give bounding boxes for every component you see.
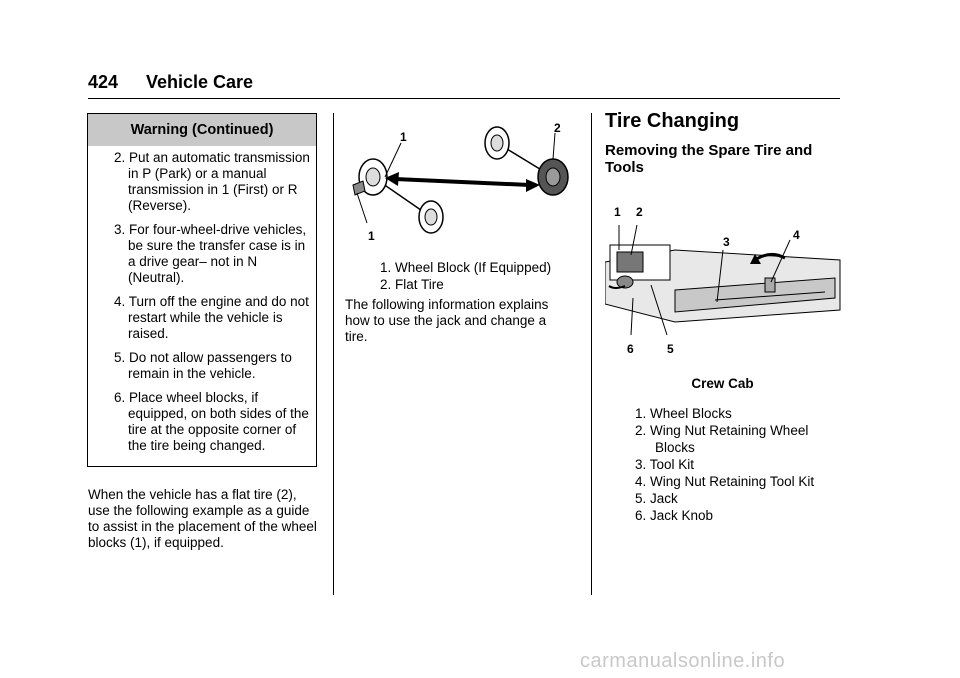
warning-title: Warning (Continued)	[88, 114, 316, 146]
legend-item: 1. Wheel Blocks	[635, 406, 732, 421]
subsection-title: Removing the Spare Tire and Tools	[605, 142, 813, 176]
wheel-figure-legend	[380, 259, 580, 293]
wheel-block-diagram	[345, 115, 575, 245]
warning-item: 6. Place wheel blocks, if equipped, on both sides of the tire at the opposite corner of the tire being changed.	[114, 390, 309, 453]
warning-box	[87, 113, 317, 467]
column-divider-left	[333, 113, 334, 595]
callout-tools-6: 6	[627, 342, 634, 356]
header-rule	[88, 98, 840, 99]
legend-item: 5. Jack	[635, 491, 678, 506]
callout-tools-1: 1	[614, 205, 621, 219]
callout-tools-5: 5	[667, 342, 674, 356]
column-divider-right	[591, 113, 592, 595]
warning-item: 3. For four-wheel-drive vehicles, be sure the transfer case is in a drive gear– not in N (Neutral).	[114, 222, 307, 285]
page-number: 424	[88, 72, 119, 92]
legend-item: 4. Wing Nut Retaining Tool Kit	[635, 474, 815, 489]
callout-1-bottom: 1	[368, 229, 375, 243]
legend-item: 3. Tool Kit	[635, 457, 695, 472]
callout-tools-2: 2	[636, 205, 643, 219]
legend-item: 2. Wing Nut Retaining Wheel Blocks	[635, 423, 809, 455]
warning-list	[88, 150, 316, 462]
flat-tire-paragraph: When the vehicle has a flat tire (2), use the following example as a guide to assist in the placement of the wheel blocks (1), if equipped.	[88, 487, 317, 550]
section-header: Vehicle Care	[146, 72, 254, 92]
callout-tools-4: 4	[793, 228, 800, 242]
legend-item: 1. Wheel Block (If Equipped)	[380, 260, 552, 275]
legend-item: 2. Flat Tire	[380, 277, 444, 292]
warning-item: 5. Do not allow passengers to remain in the vehicle.	[114, 350, 292, 381]
legend-item: 6. Jack Knob	[635, 508, 714, 523]
watermark: carmanualsonline.info	[580, 650, 786, 672]
section-title: Tire Changing	[605, 110, 740, 132]
jack-intro-paragraph: The following information explains how to use the jack and change a tire.	[345, 297, 549, 344]
callout-1-top: 1	[400, 130, 407, 144]
figure-caption: Crew Cab	[691, 376, 754, 391]
callout-2: 2	[554, 121, 561, 135]
tools-figure-legend	[635, 405, 840, 524]
warning-item: 4. Turn off the engine and do not restart while the vehicle is raised.	[114, 294, 309, 341]
callout-tools-3: 3	[723, 235, 730, 249]
warning-item: 2. Put an automatic transmission in P (Park) or a manual transmission in 1 (First) or R (Reverse).	[114, 150, 310, 213]
